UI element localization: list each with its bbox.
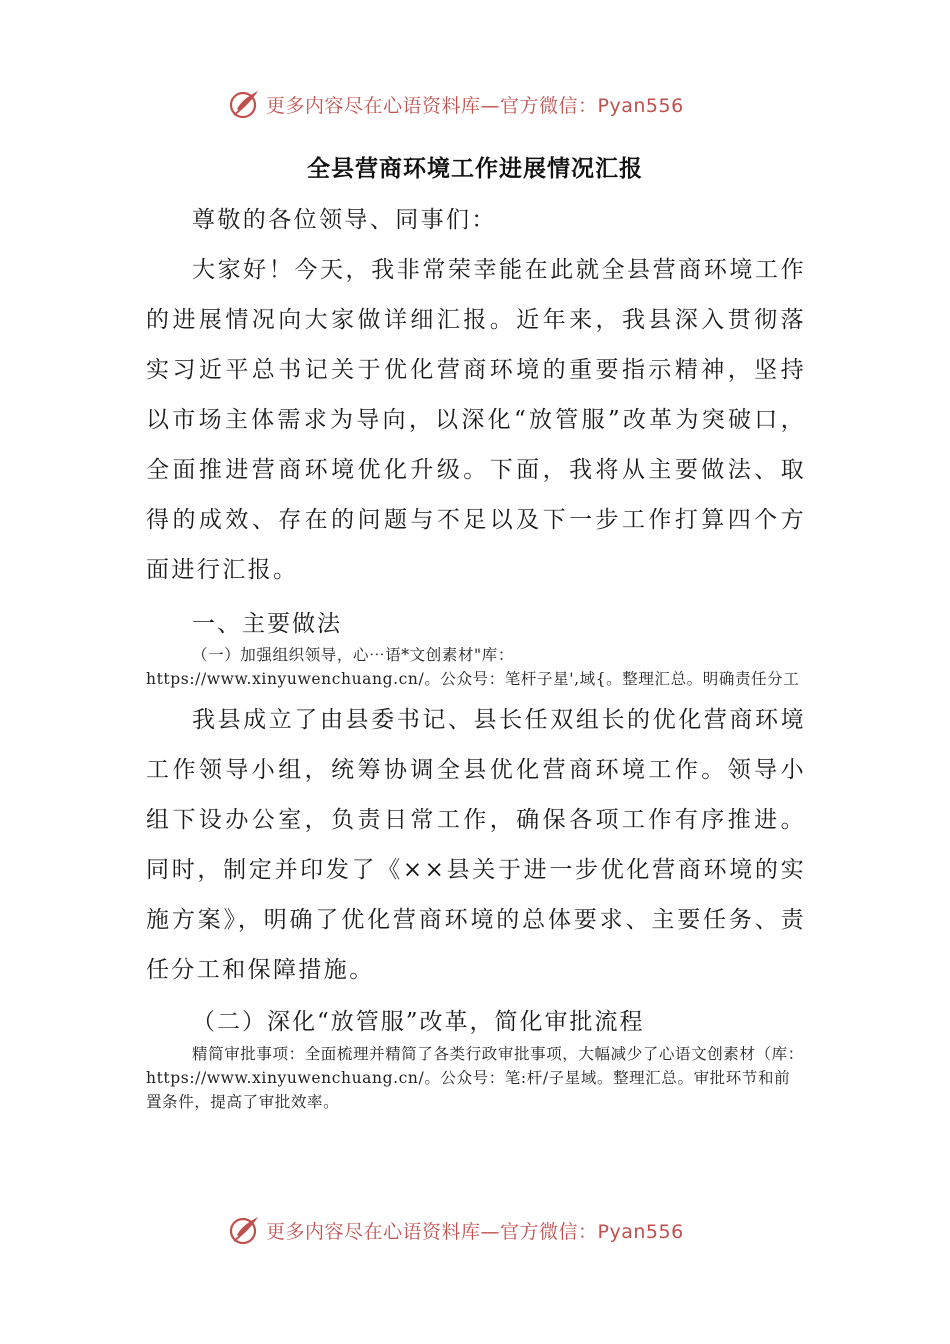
watermark-text: 更多内容尽在心语资料库—官方微信：Pyan556 [266, 1220, 684, 1243]
watermark-text: 更多内容尽在心语资料库—官方微信：Pyan556 [266, 94, 684, 117]
watermark-banner-bottom [228, 1210, 684, 1250]
section-heading-1: 一、主要做法 [192, 611, 342, 637]
quill-pen-logo-icon [228, 87, 262, 121]
subsection-body-2: 精简审批事项：全面梳理并精简了各类行政审批事项，大幅减少了心语文创素材（库：https://www.xinyuwenchuang.cn/。公众号：笔:杆/子星域。整理汇总。审批环节和前置条件，提高了审批效率。 [146, 1045, 804, 1111]
salutation: 尊敬的各位领导、同事们： [192, 207, 497, 233]
watermark-banner-top [228, 84, 684, 124]
subsection-body-1: 我县成立了由县委书记、县长任双组长的优化营商环境工作领导小组，统筹协调全县优化营商环境工作。领导小组下设办公室，负责日常工作，确保各项工作有序推进。同时，制定并印发了《××县关于进一步优化营商环境的实施方案》，明确了优化营商环境的总体要求、主要任务、责任分工和保障措施。 [146, 707, 806, 983]
intro-paragraph: 大家好！今天，我非常荣幸能在此就全县营商环境工作的进展情况向大家做详细汇报。近年来，我县深入贯彻落实习近平总书记关于优化营商环境的重要指示精神，坚持以市场主体需求为导向，以深化“放管服”改革为突破口，全面推进营商环境优化升级。下面，我将从主要做法、取得的成效、存在的问题与不足以及下一步工作打算四个方面进行汇报。 [146, 257, 806, 583]
subsection-heading-1: （一）加强组织领导，心⋯语*文创素材"库：https://www.xinyuwenchuang.cn/。公众号：笔杆子星',域{。整理汇总。明确责任分工 [146, 646, 800, 688]
subsection-heading-2: （二）深化“放管服”改革，简化审批流程 [192, 1009, 645, 1035]
quill-pen-logo-icon [228, 1213, 262, 1247]
document-title: 全县营商环境工作进展情况汇报 [307, 155, 643, 182]
